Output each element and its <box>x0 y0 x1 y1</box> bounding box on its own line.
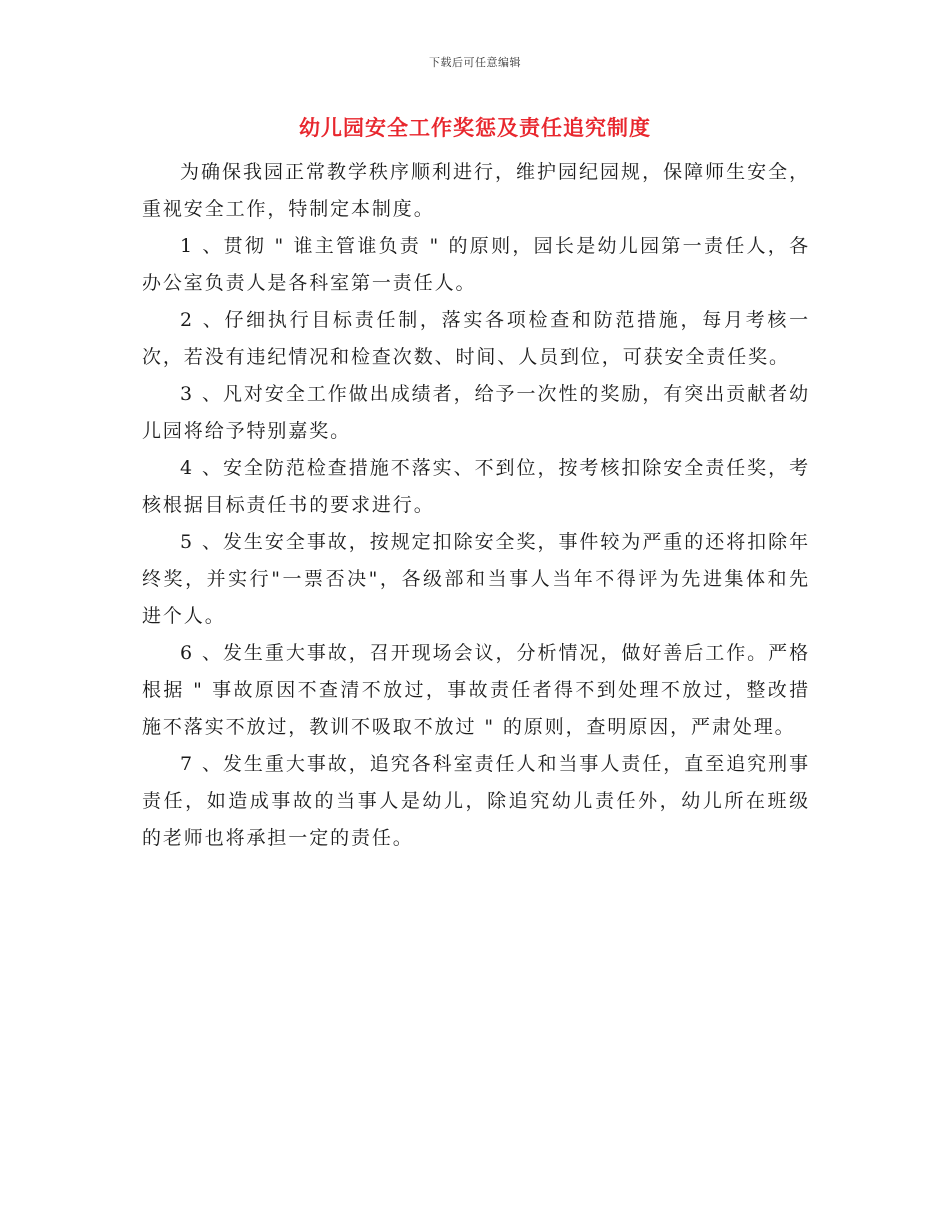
paragraph-item-7: 7 、发生重大事故，追究各科室责任人和当事人责任，直至追究刑事责任，如造成事故的当事人是幼儿，除追究幼儿责任外，幼儿所在班级的老师也将承担一定的责任。 <box>142 753 810 849</box>
paragraph-item-1: 1 、贯彻 " 谁主管谁负责 " 的原则，园长是幼儿园第一责任人，各办公室负责人是各科室第一责任人。 <box>142 235 810 294</box>
document-title: 幼儿园安全工作奖惩及责任追究制度 <box>299 116 651 140</box>
paragraph-intro: 为确保我园正常教学秩序顺利进行，维护园纪园规，保障师生安全，重视安全工作，特制定本制度。 <box>142 161 810 220</box>
paragraph-item-4: 4 、安全防范检查措施不落实、不到位，按考核扣除安全责任奖，考核根据目标责任书的要求进行。 <box>142 457 810 516</box>
paragraph-item-5: 5 、发生安全事故，按规定扣除安全奖，事件较为严重的还将扣除年终奖，并实行"一票否决"，各级部和当事人当年不得评为先进集体和先进个人。 <box>142 531 810 627</box>
document-body <box>142 154 810 857</box>
paragraph-item-2: 2 、仔细执行目标责任制，落实各项检查和防范措施，每月考核一次，若没有违纪情况和检查次数、时间、人员到位，可获安全责任奖。 <box>142 309 810 368</box>
paragraph-item-3: 3 、凡对安全工作做出成绩者，给予一次性的奖励，有突出贡献者幼儿园将给予特别嘉奖。 <box>142 383 810 442</box>
paragraph-item-6: 6 、发生重大事故，召开现场会议，分析情况，做好善后工作。严格根据 " 事故原因不查清不放过，事故责任者得不到处理不放过，整改措施不落实不放过，教训不吸取不放过 " 的原则，查明原因，严肃处理。 <box>142 642 810 738</box>
page-header-note: 下载后可任意编辑 <box>429 56 521 69</box>
